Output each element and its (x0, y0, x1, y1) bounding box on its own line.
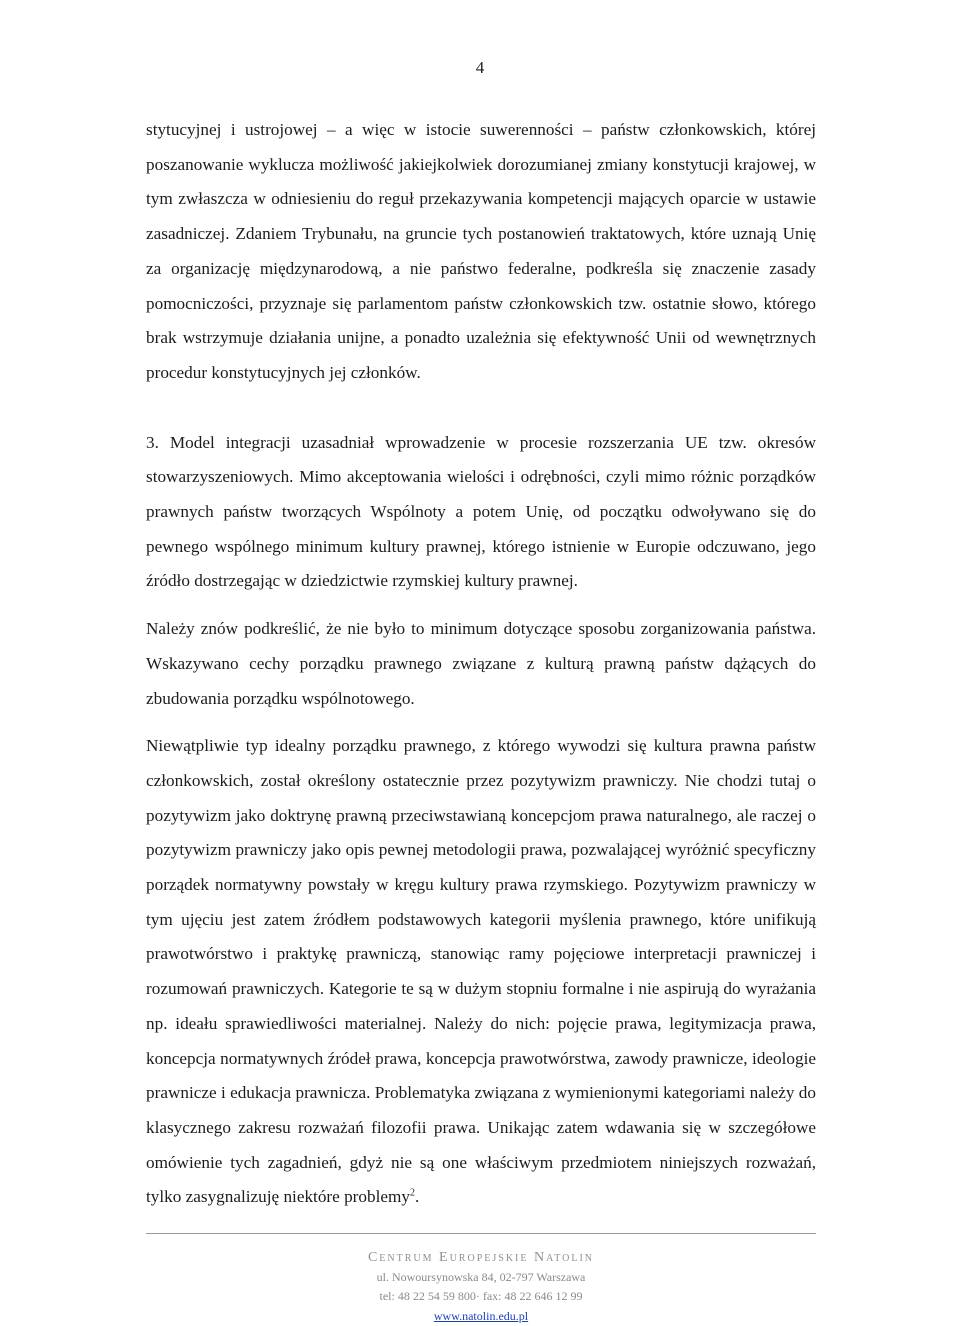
footer-phone: tel: 48 22 54 59 800· fax: 48 22 646 12 99 (379, 1289, 583, 1303)
paragraph-positivism: Niewątpliwie typ idealny porządku prawnego, z którego wywodzi się kultura prawna państw członkowskich, został określony ostatecznie przez pozytywizm prawniczy. Nie chodzi tutaj o pozytywizm jako doktrynę prawną przeciwstawianą koncepcjom prawa naturalnego, ale raczej o pozytywizm prawniczy jako opis pewnej metodologii prawa, pozwalającej wyróżnić specyficzny porządek normatywny powstały w kręgu kultury prawa rzymskiego. Pozytywizm prawniczy w tym ujęciu jest zatem źródłem podstawowych kategorii myślenia prawnego, które unifikują prawotwórstwo i praktykę prawniczą, stanowiąc ramy pojęciowe interpretacji prawniczej i rozumowań prawniczych. Kategorie te są w dużym stopniu formalne i nie aspirują do wyrażania np. ideału sprawiedliwości materialnej. Należy do nich: pojęcie prawa, legitymizacja prawa, koncepcja normatywnych źródeł prawa, koncepcja prawotwórstwa, zawody prawnicze, ideologie prawnicze i edukacja prawnicza. Problematyka związana z wymienionymi kategoriami należy do klasycznego zakresu rozważań filozofii prawa. Unikając zatem wdawania się w szczegółowe omówienie tych zagadnień, gdyż nie są one właściwym przedmiotem niniejszych rozważań, tylko zasygnalizuję niektóre problemy$^2$. (146, 736, 816, 1207)
footer-address: ul. Nowoursynowska 84, 02-797 Warszawa (376, 1269, 586, 1284)
footer-website-link[interactable]: www.natolin.edu.pl (433, 1308, 529, 1323)
footer-organization: Centrum Europejskie Natolin (367, 1250, 595, 1265)
footer (146, 1248, 816, 1326)
paragraph-section-3: 3. Model integracji uzasadniał wprowadzenie w procesie rozszerzania UE tzw. okresów stowarzyszeniowych. Mimo akceptowania wielości i odrębności, czyli mimo różnic porządków prawnych państw tworzących Wspólnoty a potem Unię, od początku odwoływano się do pewnego wspólnego minimum kultury prawnej, którego istnienie w Europie odczuwano, jego źródło dostrzegając w dziedzictwie rzymskiej kultury prawnej. (146, 432, 816, 591)
body-text (146, 113, 816, 1215)
paragraph-minimum: Należy znów podkreślić, że nie było to minimum dotyczące sposobu zorganizowania państwa. Wskazywano cechy porządku prawnego związane z kulturą prawną państw dążących do zbudowania porządku wspólnotowego. (146, 619, 816, 708)
footnote-reference[interactable]: 2 (409, 1187, 415, 1199)
paragraph-positivism-text: Niewątpliwie typ idealny porządku prawnego, z którego wywodzi się kultura prawna państw członkowskich, został określony ostatecznie przez pozytywizm prawniczy. Nie chodzi tutaj o pozytywizm jako doktrynę prawną przeciwstawianą koncepcjom prawa naturalnego, ale raczej o pozytywizm prawniczy jako opis pewnej metodologii prawa, pozwalającej wyróżnić specyficzny porządek normatywny powstały w kręgu kultury prawa rzymskiego. Pozytywizm prawniczy w tym ujęciu jest zatem źródłem podstawowych kategorii myślenia prawnego, które unifikują prawotwórstwo i praktykę prawniczą, stanowiąc ramy pojęciowe interpretacji prawniczej i rozumowań prawniczych. Kategorie te są w dużym stopniu formalne i nie aspirują do wyrażania np. ideału sprawiedliwości materialnej. Należy do nich: pojęcie prawa, legitymizacja prawa, koncepcja normatywnych źródeł prawa, koncepcja prawotwórstwa, zawody prawnicze, ideologie prawnicze i edukacja prawnicza. Problematyka związana z wymienionymi kategoriami należy do klasycznego zakresu rozważań filozofii prawa. Unikając zatem wdawania się w szczegółowe omówienie tych zagadnień, gdyż nie są one właściwym przedmiotem niniejszych rozważań, tylko zasygnalizuję niektóre problemy (146, 736, 816, 1207)
footer-divider (146, 1233, 816, 1234)
page-number: 4 (475, 58, 485, 77)
paragraph-continuation: stytucyjnej i ustrojowej – a więc w istocie suwerenności – państw członkowskich, której poszanowanie wyklucza możliwość jakiejkolwiek dorozumianej zmiany konstytucji krajowej, w tym zwłaszcza w odniesieniu do reguł przekazywania kompetencji mających oparcie w ustawie zasadniczej. Zdaniem Trybunału, na gruncie tych postanowień traktatowych, które uznają Unię za organizację międzynarodową, a nie państwo federalne, podkreśla się znaczenie zasady pomocniczości, przyznaje się parlamentom państw członkowskich tzw. ostatnie słowo, którego brak wstrzymuje działania unijne, a ponadto uzależnia się efektywność Unii od wewnętrznych procedur konstytucyjnych jej członków. (146, 120, 816, 382)
